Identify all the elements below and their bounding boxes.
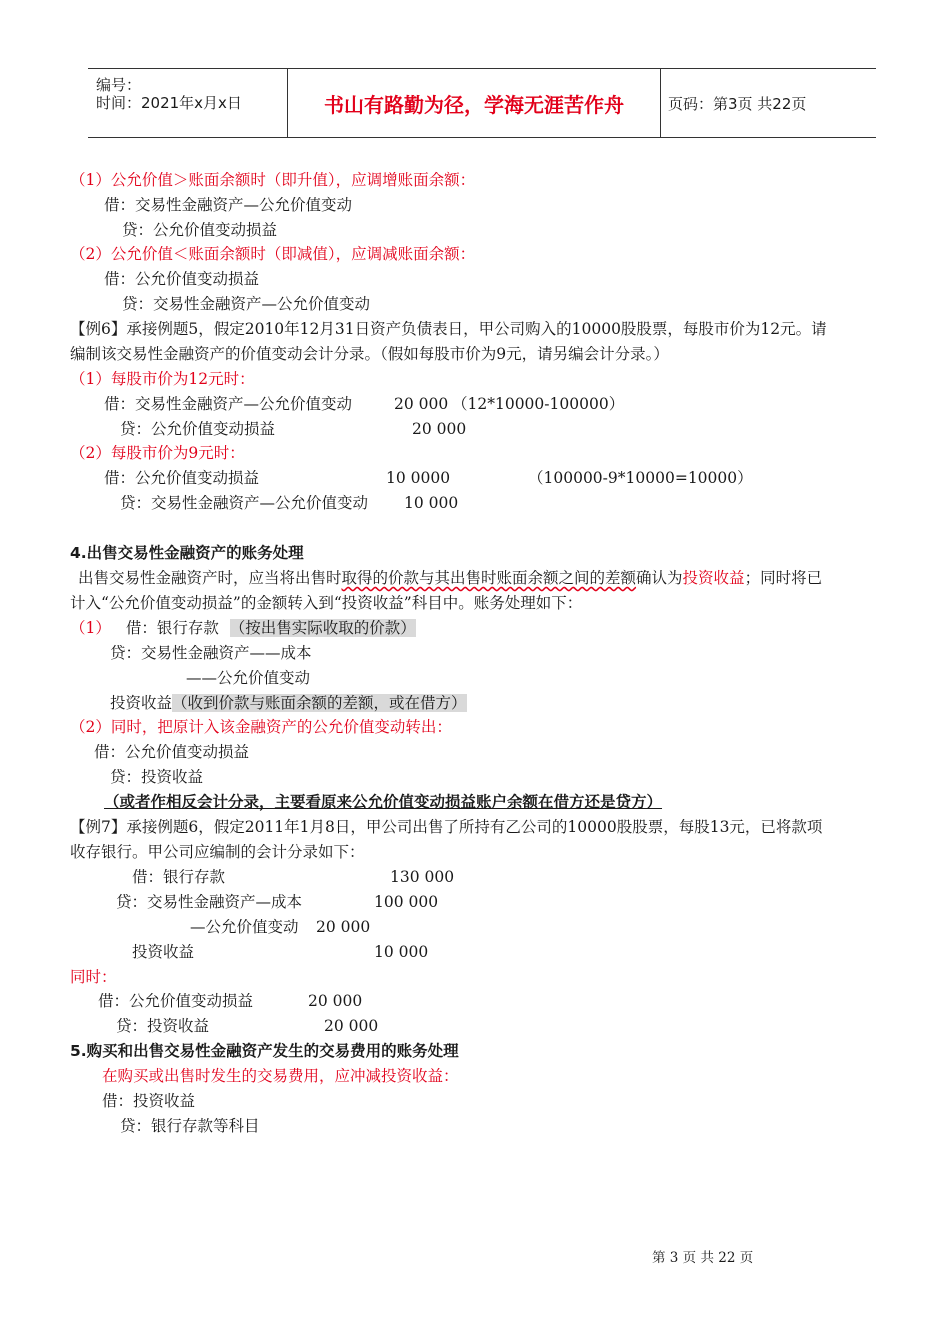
amount: 100 000 xyxy=(374,893,439,911)
text-span: ；同时将已 xyxy=(744,569,823,587)
text-line: 【例6】承接例题5，假定2010年12月31日资产负债表日，甲公司购入的10000股股票，每股市价为12元。请 xyxy=(70,320,827,338)
text-line: 贷：交易性金融资产—公允价值变动 xyxy=(120,494,369,512)
header-motto: 书山有路勤为径，学海无涯苦作舟 xyxy=(324,92,624,117)
entry-line xyxy=(70,617,416,639)
paragraph-line xyxy=(78,567,822,589)
item-number: （1） xyxy=(70,619,111,637)
amount: 20 000 xyxy=(316,918,371,936)
text-line: 借：银行存款 xyxy=(132,868,226,886)
shaded-note: （按出售实际收取的价款） xyxy=(229,619,416,637)
amount: 20 000 xyxy=(324,1017,379,1035)
header-page-label: 页码：第3页 共22页 xyxy=(668,94,807,113)
text-line: 贷：公允价值变动损益 xyxy=(122,221,278,239)
header-meta xyxy=(88,69,288,137)
amount: 20 000 xyxy=(412,420,467,438)
text-line: 投资收益 xyxy=(132,943,195,961)
text-span: 借：银行存款 xyxy=(125,619,219,637)
text-line: 借：公允价值变动损益 xyxy=(104,270,260,288)
number-label: 编号： xyxy=(96,76,142,94)
text-span: 确认为 xyxy=(636,569,683,587)
time-label: 时间：2021年x月x日 xyxy=(96,94,242,112)
amount: 20 000 xyxy=(394,395,449,413)
amount: 10 0000 xyxy=(386,469,451,487)
text-line: 贷：投资收益 xyxy=(116,1017,210,1035)
page-footer: 第 3 页 共 22 页 xyxy=(652,1250,754,1266)
text-line: 在购买或出售时发生的交易费用，应冲减投资收益： xyxy=(102,1067,459,1085)
text-line: 借：公允价值变动损益 xyxy=(94,743,250,761)
text-line: （1）公允价值＞账面余额时（即升值），应调增账面余额： xyxy=(70,171,476,189)
text-line: （2）公允价值＜账面余额时（即减值），应调减账面余额： xyxy=(70,245,476,263)
text-line: 借：公允价值变动损益 xyxy=(98,992,254,1010)
text-line: —公允价值变动 xyxy=(190,918,299,936)
highlight-term: 投资收益 xyxy=(682,569,745,587)
text-line: 贷：公允价值变动损益 xyxy=(120,420,276,438)
text-line: 贷：交易性金融资产—公允价值变动 xyxy=(122,295,371,313)
section-heading: 4.出售交易性金融资产的账务处理 xyxy=(70,544,304,562)
text-line: 借：交易性金融资产—公允价值变动 xyxy=(104,395,353,413)
text-line: 贷：投资收益 xyxy=(110,768,204,786)
section-heading: 5.购买和出售交易性金融资产发生的交易费用的账务处理 xyxy=(70,1042,459,1060)
text-span: 投资收益 xyxy=(110,694,173,712)
calc-note: （12*10000-100000） xyxy=(452,395,625,413)
calc-note: （100000-9*10000=10000） xyxy=(528,469,753,487)
shaded-note: （收到价款与账面余额的差额，或在借方） xyxy=(172,694,467,712)
text-line: （2）同时，把原计入该金融资产的公允价值变动转出： xyxy=(70,718,452,736)
header-divider xyxy=(660,69,661,137)
text-line: 同时： xyxy=(70,968,117,986)
text-line: 计入“公允价值变动损益”的金额转入到“投资收益”科目中。账务处理如下： xyxy=(70,594,583,612)
text-span: 出售交易性金融资产时，应当将出售时 xyxy=(78,569,342,587)
amount: 10 000 xyxy=(404,494,459,512)
text-line: ——公允价值变动 xyxy=(186,669,311,687)
text-line: 借：交易性金融资产—公允价值变动 xyxy=(104,196,353,214)
amount: 130 000 xyxy=(390,868,455,886)
amount: 20 000 xyxy=(308,992,363,1010)
underlined-phrase: 取得的价款与其出售时账面余额之间的差额 xyxy=(341,569,637,587)
text-line: （2）每股市价为9元时： xyxy=(70,444,245,462)
text-line: 借：投资收益 xyxy=(102,1092,196,1110)
text-line: 贷：交易性金融资产——成本 xyxy=(110,644,312,662)
text-line: 【例7】承接例题6，假定2011年1月8日，甲公司出售了所持有乙公司的10000股股票，每股13元，已将款项 xyxy=(70,818,823,836)
entry-line xyxy=(110,692,467,714)
page-header xyxy=(88,68,876,138)
text-line: 借：公允价值变动损益 xyxy=(104,469,260,487)
text-line: 收存银行。甲公司应编制的会计分录如下： xyxy=(70,843,365,861)
text-line: 贷：银行存款等科目 xyxy=(120,1117,260,1135)
text-line: 编制该交易性金融资产的价值变动会计分录。（假如每股市价为9元，请另编会计分录。） xyxy=(70,345,669,363)
text-line: 贷：交易性金融资产—成本 xyxy=(116,893,303,911)
text-line: （1）每股市价为12元时： xyxy=(70,370,255,388)
bold-note: （或者作相反会计分录，主要看原来公允价值变动损益账户余额在借方还是贷方） xyxy=(104,793,663,811)
amount: 10 000 xyxy=(374,943,429,961)
